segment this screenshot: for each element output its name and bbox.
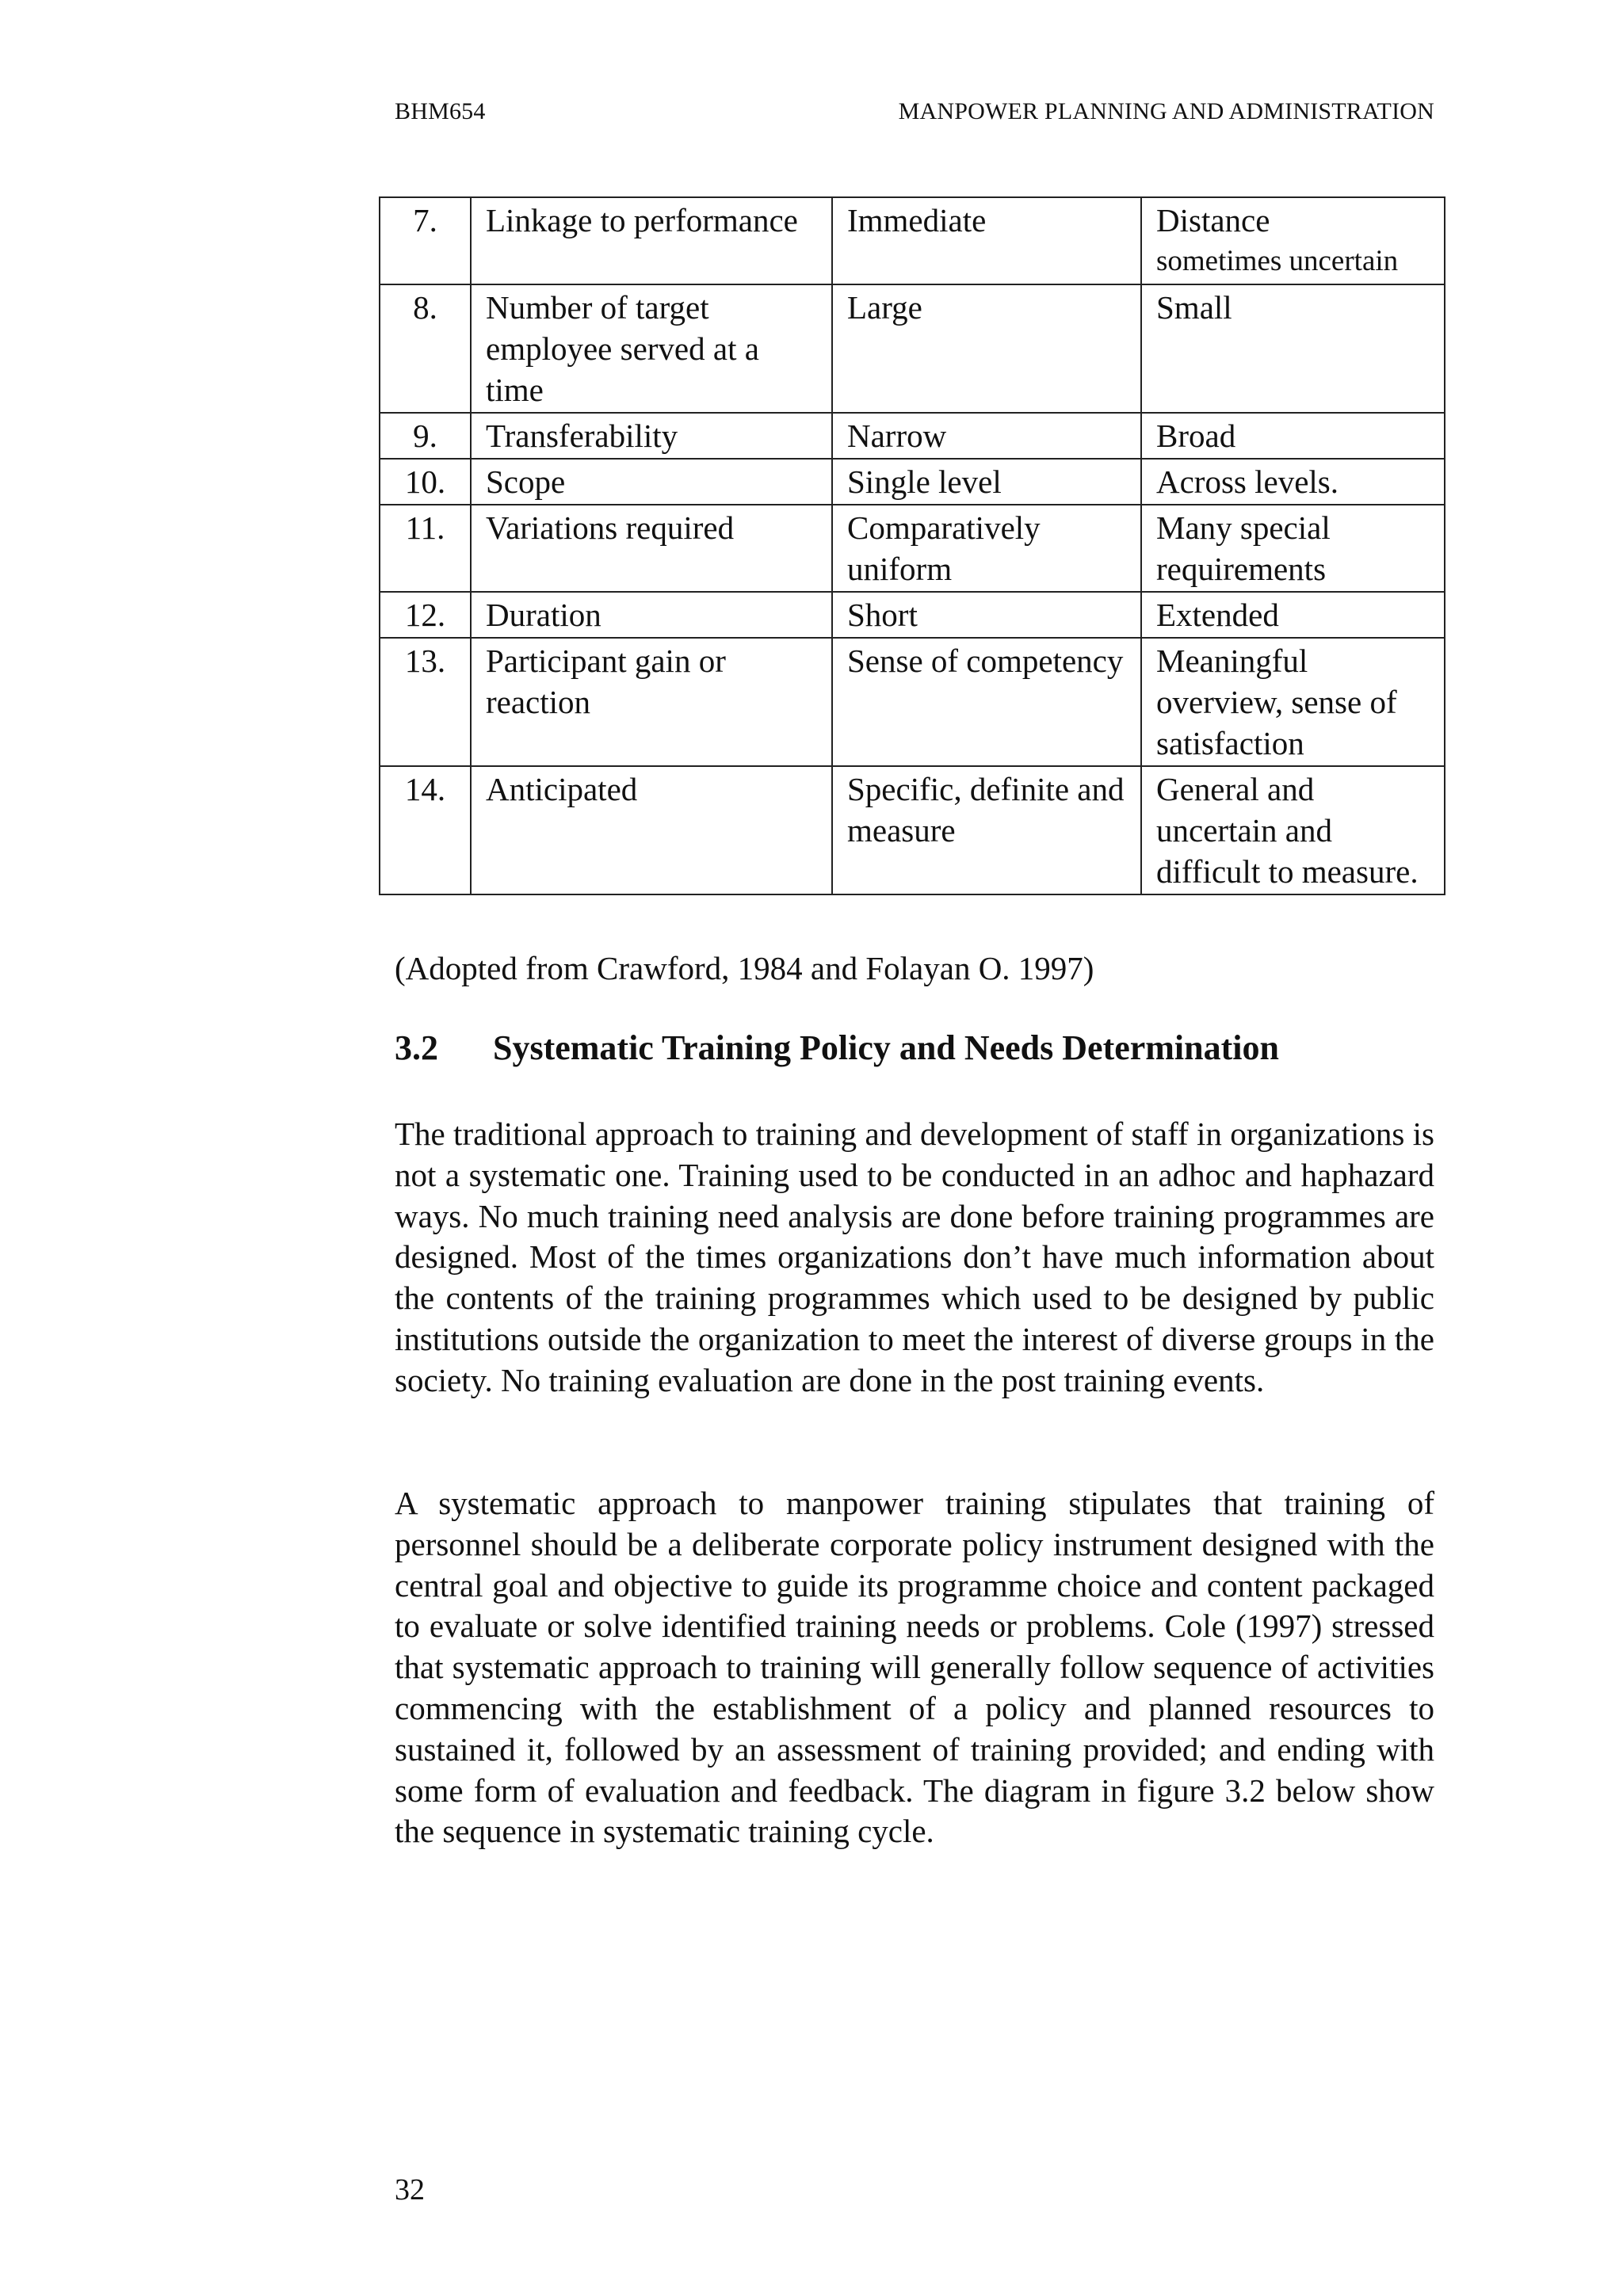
row-number: 9. [380,413,471,459]
row-number: 12. [380,592,471,638]
row-col-a: Large [832,284,1141,413]
row-col-b: Across levels. [1141,459,1445,505]
row-col-b: Many special requirements [1141,505,1445,592]
row-col-a: Short [832,592,1141,638]
row-factor: Transferability [471,413,832,459]
page-number: 32 [395,2173,425,2206]
table-row [380,284,1445,413]
row-col-b [1141,197,1445,284]
row-col-b-note: sometimes uncertain [1156,245,1399,277]
row-factor: Anticipated [471,766,832,894]
section-heading [395,1028,1279,1068]
course-code: BHM654 [395,98,486,124]
row-factor: Number of target employee served at a time [471,284,832,413]
row-col-b: Small [1141,284,1445,413]
page-header [395,98,1434,130]
row-factor: Variations required [471,505,832,592]
body-paragraph: A systematic approach to manpower training stipulates that training of personnel should be a deliberate corporate policy instrument designed with the central goal and objective to guide its programme choice and content packaged to evaluate or solve identified training needs or problems. Cole (1997) stressed that systematic approach to training will generally follow sequence of activities commencing with the establishment of a policy and planned resources to sustained it, followed by an assessment of training provided; and ending with some form of evaluation and feedback. The diagram in figure 3.2 below show the sequence in systematic training cycle. [395,1485,1434,1850]
row-col-a: Narrow [832,413,1141,459]
row-number: 14. [380,766,471,894]
row-col-b: Broad [1141,413,1445,459]
table-row [380,197,1445,284]
row-number: 13. [380,638,471,766]
table-row [380,766,1445,894]
row-col-a: Single level [832,459,1141,505]
row-number: 10. [380,459,471,505]
table-row [380,459,1445,505]
row-col-b-value: Distance [1156,202,1270,238]
row-number: 11. [380,505,471,592]
course-title: MANPOWER PLANNING AND ADMINISTRATION [898,98,1434,124]
row-col-a: Immediate [832,197,1141,284]
row-col-a: Sense of competency [832,638,1141,766]
row-number: 8. [380,284,471,413]
table-row [380,638,1445,766]
table-source-note: (Adopted from Crawford, 1984 and Folayan O. 1997) [395,950,1094,986]
row-col-b: Extended [1141,592,1445,638]
comparison-table [379,196,1445,895]
row-factor: Duration [471,592,832,638]
row-col-b: General and uncertain and difficult to measure. [1141,766,1445,894]
row-factor: Participant gain or reaction [471,638,832,766]
row-col-a: Specific, definite and measure [832,766,1141,894]
table-row [380,413,1445,459]
body-paragraph: The traditional approach to training and development of staff in organizations is not a systematic one. Training used to be conducted in an adhoc and haphazard ways. No much training need analysis are done before training programmes are designed. Most of the times organizations don’t have much information about the contents of the training programmes which used to be designed by public institutions outside the organization to meet the interest of diverse groups in the society. No training evaluation are done in the post training events. [395,1116,1434,1398]
row-col-b: Meaningful overview, sense of satisfaction [1141,638,1445,766]
section-number: 3.2 [395,1028,438,1067]
row-col-a: Comparatively uniform [832,505,1141,592]
row-number: 7. [380,197,471,284]
table-row [380,505,1445,592]
table-row [380,592,1445,638]
row-factor: Linkage to performance [471,197,832,284]
section-title: Systematic Training Policy and Needs Determination [493,1028,1279,1067]
row-factor: Scope [471,459,832,505]
